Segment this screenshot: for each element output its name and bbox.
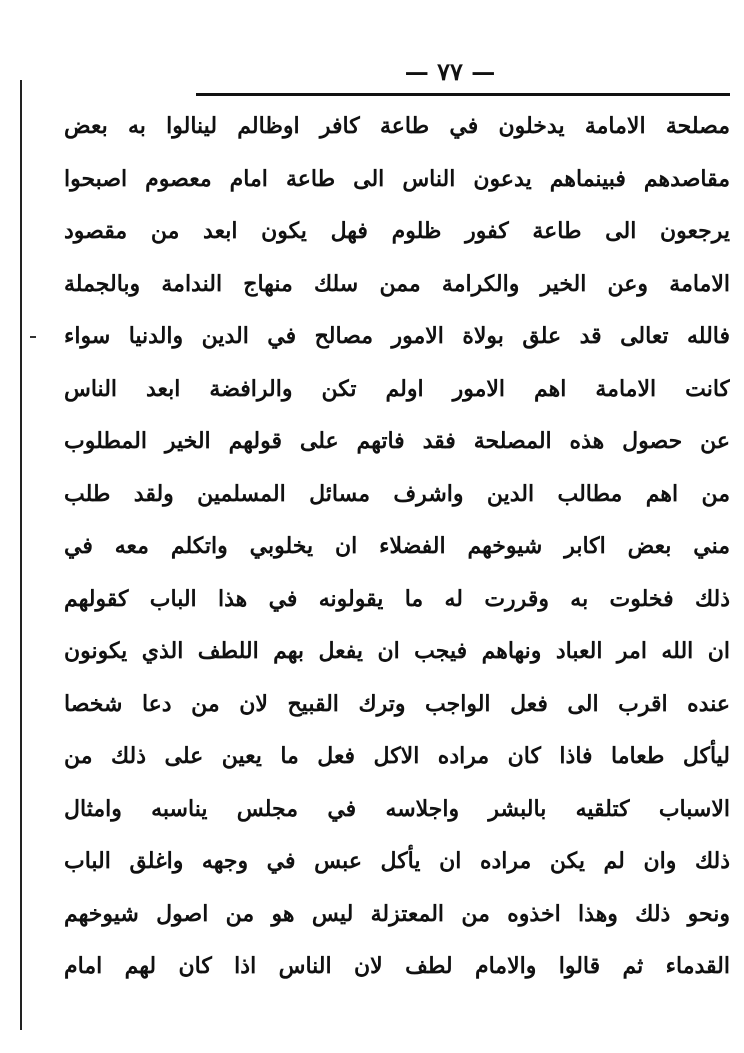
text-line-8: من اهم مطالب الدين واشرف مسائل المسلمين ولقد طلب (64, 480, 730, 507)
text-line-14: الاسباب كتلقيه بالبشر واجلاسه في مجلس يناسبه وامثال (64, 795, 730, 822)
text-line-5: فالله تعالى قد علق بولاة الامور مصالح في الدين والدنيا سواء (64, 323, 730, 349)
text-line-10: ذلك فخلوت به وقررت له ما يقولونه في هذا الباب كقولهم (64, 585, 730, 612)
page-number: — ٧٧ — (404, 57, 496, 86)
text-line-7: عن حصول هذه المصلحة فقد فاتهم على قولهم الخير المطلوب (64, 428, 730, 454)
header-rule (196, 93, 730, 96)
text-line-15: ذلك وان لم يكن مراده ان يأكل عبس في وجهه واغلق الباب (64, 848, 730, 874)
text-line-12: عنده اقرب الى فعل الواجب وترك القبيح لان من دعا شخصا (64, 690, 730, 717)
page-header (0, 54, 744, 90)
text-line-16: ونحو ذلك وهذا اخذوه من المعتزلة ليس هو من اصول شيوخهم (64, 900, 730, 927)
text-line-3: يرجعون الى طاعة كفور ظلوم فهل يكون ابعد من مقصود (64, 218, 730, 244)
text-line-9: مني بعض اكابر شيوخهم الفضلاء ان يخلوبي واتكلم معه في (64, 533, 730, 559)
text-line-4: الامامة وعن الخير والكرامة ممن سلك منهاج الندامة وبالجملة (64, 270, 730, 297)
body-text (64, 100, 730, 993)
left-margin-rule (20, 80, 22, 1030)
margin-tick-mark (30, 336, 36, 338)
text-line-1: مصلحة الامامة يدخلون في طاعة كافر اوظالم لينالوا به بعض (64, 113, 730, 139)
text-line-13: ليأكل طعاما فاذا كان مراده الاكل فعل ما يعين على ذلك من (64, 743, 730, 769)
text-line-2: مقاصدهم فبينماهم يدعون الناس الى طاعة امام معصوم اصبحوا (64, 165, 730, 192)
text-line-17: القدماء ثم قالوا والامام لطف لان الناس اذا كان لهم امام (64, 953, 730, 979)
text-line-6: كانت الامامة اهم الامور اولم تكن والرافضة ابعد الناس (64, 375, 730, 402)
text-line-11: ان الله امر العباد ونهاهم فيجب ان يفعل بهم اللطف الذي يكونون (64, 638, 730, 664)
